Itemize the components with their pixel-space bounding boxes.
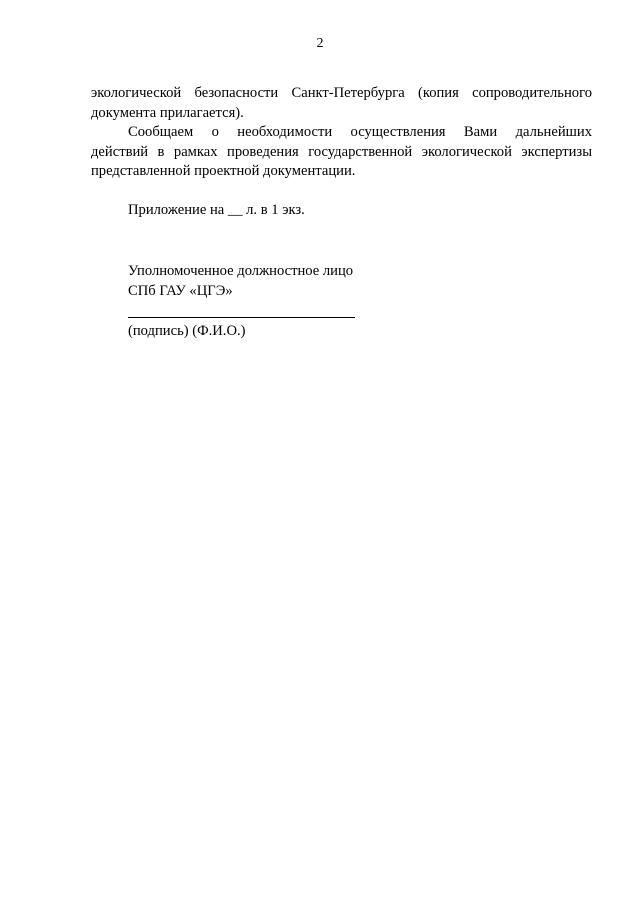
signatory-title-line2: СПб ГАУ «ЦГЭ» [128,282,233,299]
paragraph1-line1: экологической безопасности Санкт-Петербурга (копия сопроводительного [91,85,592,101]
paragraph-continued [91,84,592,123]
paragraph-notification [91,123,592,182]
page-number: 2 [316,36,324,51]
paragraph2-line2: действий в рамках проведения государственной экологической экспертизы [91,143,592,160]
paragraph2-line1: Сообщаем о необходимости осуществления Вами дальнейших [128,124,592,140]
signature-line [128,317,355,318]
paragraph1-line2: документа прилагается). [91,104,244,121]
signature-caption: (подпись) (Ф.И.О.) [128,323,246,339]
signature-block [128,262,353,301]
signatory-title-line1: Уполномоченное должностное лицо [128,263,354,279]
attachment-note: Приложение на __ л. в 1 экз. [128,202,305,218]
paragraph2-line3: представленной проектной документации. [91,163,356,179]
